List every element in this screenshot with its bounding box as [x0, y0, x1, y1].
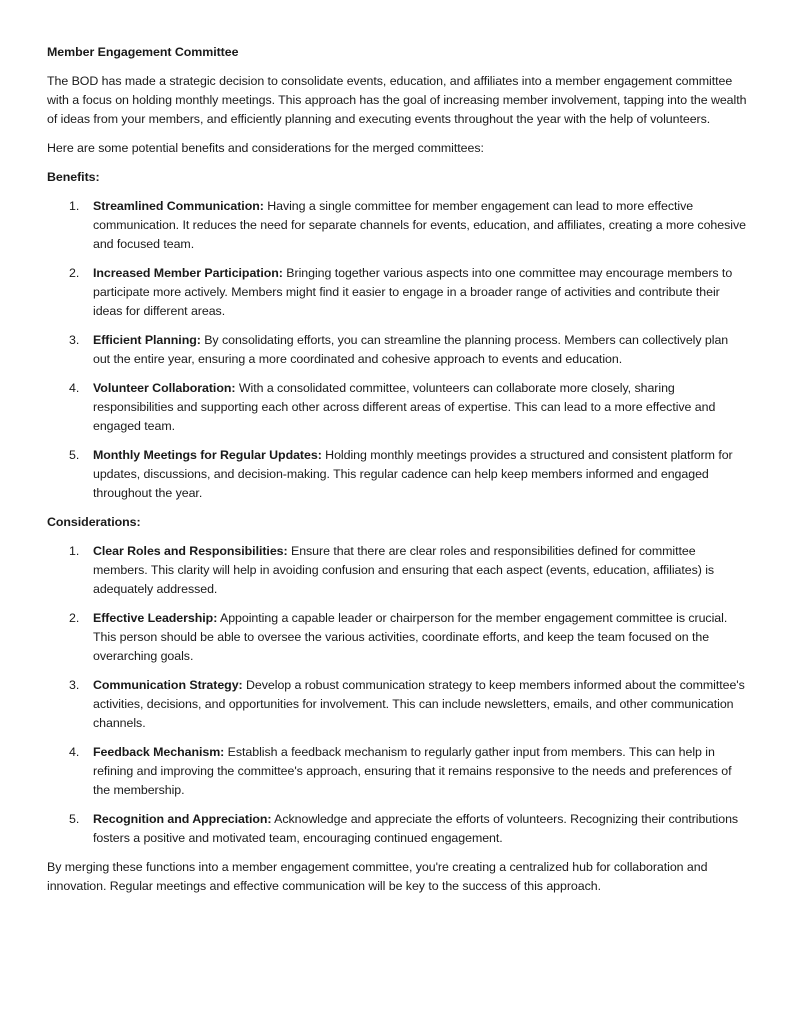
item-title: Efficient Planning: [93, 333, 201, 347]
item-title: Volunteer Collaboration: [93, 381, 236, 395]
benefits-list [47, 197, 747, 503]
item-number: 4. [69, 745, 80, 759]
benefits-heading: Benefits: [47, 170, 100, 184]
document-title: Member Engagement Committee [47, 45, 239, 59]
benefit-item [47, 379, 747, 436]
item-text: Develop a robust communication strategy to keep members informed about the committee's activities, decisions, and opportunities for involvement. This can include newsletters, emails, and other communication channels. [93, 678, 745, 730]
item-title: Increased Member Participation: [93, 266, 283, 280]
conclusion-paragraph: By merging these functions into a member engagement committee, you're creating a centralized hub for collaboration and innovation. Regular meetings and effective communication will be key to the success of this approach. [47, 860, 708, 893]
item-title: Clear Roles and Responsibilities: [93, 544, 288, 558]
item-number: 3. [69, 678, 80, 692]
item-text: Establish a feedback mechanism to regularly gather input from members. This can help in refining and improving the committee's approach, ensuring that it remains responsive to the needs and preferences of the membership. [93, 745, 732, 797]
item-title: Recognition and Appreciation: [93, 812, 272, 826]
item-text: Bringing together various aspects into one committee may encourage members to participate more actively. Members might find it easier to engage in a broader range of activities and contribute their ideas for different areas. [93, 266, 733, 318]
lead-in-paragraph: Here are some potential benefits and considerations for the merged committees: [47, 141, 484, 155]
item-text: With a consolidated committee, volunteers can collaborate more closely, sharing responsibilities and supporting each other across different areas of expertise. This can lead to a more effective and engaged team. [93, 381, 716, 433]
item-number: 5. [69, 812, 80, 826]
benefit-item [47, 197, 747, 254]
item-text: Ensure that there are clear roles and responsibilities defined for committee members. This clarity will help in avoiding confusion and ensuring that each aspect (events, education, affiliates) is adequately addressed. [93, 544, 715, 596]
item-number: 1. [69, 199, 80, 213]
item-text: Acknowledge and appreciate the efforts of volunteers. Recognizing their contributions fosters a positive and motivated team, encouraging continued engagement. [93, 812, 739, 845]
item-number: 2. [69, 266, 80, 280]
item-title: Streamlined Communication: [93, 199, 264, 213]
consideration-item [47, 810, 747, 848]
item-text: Holding monthly meetings provides a structured and consistent platform for updates, discussions, and decision-making. This regular cadence can help keep members informed and engaged throughout the year. [93, 448, 733, 500]
item-number: 3. [69, 333, 80, 347]
consideration-item [47, 609, 747, 666]
item-number: 1. [69, 544, 80, 558]
consideration-item [47, 743, 747, 800]
considerations-heading: Considerations: [47, 515, 141, 529]
considerations-list [47, 542, 747, 848]
document-page [47, 43, 747, 906]
benefit-item [47, 331, 747, 369]
item-title: Communication Strategy: [93, 678, 243, 692]
benefit-item [47, 446, 747, 503]
item-text: By consolidating efforts, you can streamline the planning process. Members can collectively plan out the entire year, ensuring a more coordinated and cohesive approach to events and education. [93, 333, 729, 366]
consideration-item [47, 542, 747, 599]
intro-paragraph: The BOD has made a strategic decision to consolidate events, education, and affiliates into a member engagement committee with a focus on holding monthly meetings. This approach has the goal of increasing member involvement, tapping into the wealth of ideas from your members, and efficiently planning and executing events throughout the year with the help of volunteers. [47, 74, 747, 126]
consideration-item [47, 676, 747, 733]
item-text: Having a single committee for member engagement can lead to more effective communication. It reduces the need for separate channels for events, education, and affiliates, creating a more cohesive and focused team. [93, 199, 746, 251]
item-number: 4. [69, 381, 80, 395]
benefit-item [47, 264, 747, 321]
item-number: 2. [69, 611, 80, 625]
item-text: Appointing a capable leader or chairperson for the member engagement committee is crucial. This person should be able to oversee the various activities, coordinate efforts, and keep the team focused on the overarching goals. [93, 611, 728, 663]
item-number: 5. [69, 448, 80, 462]
item-title: Feedback Mechanism: [93, 745, 225, 759]
item-title: Monthly Meetings for Regular Updates: [93, 448, 322, 462]
item-title: Effective Leadership: [93, 611, 218, 625]
